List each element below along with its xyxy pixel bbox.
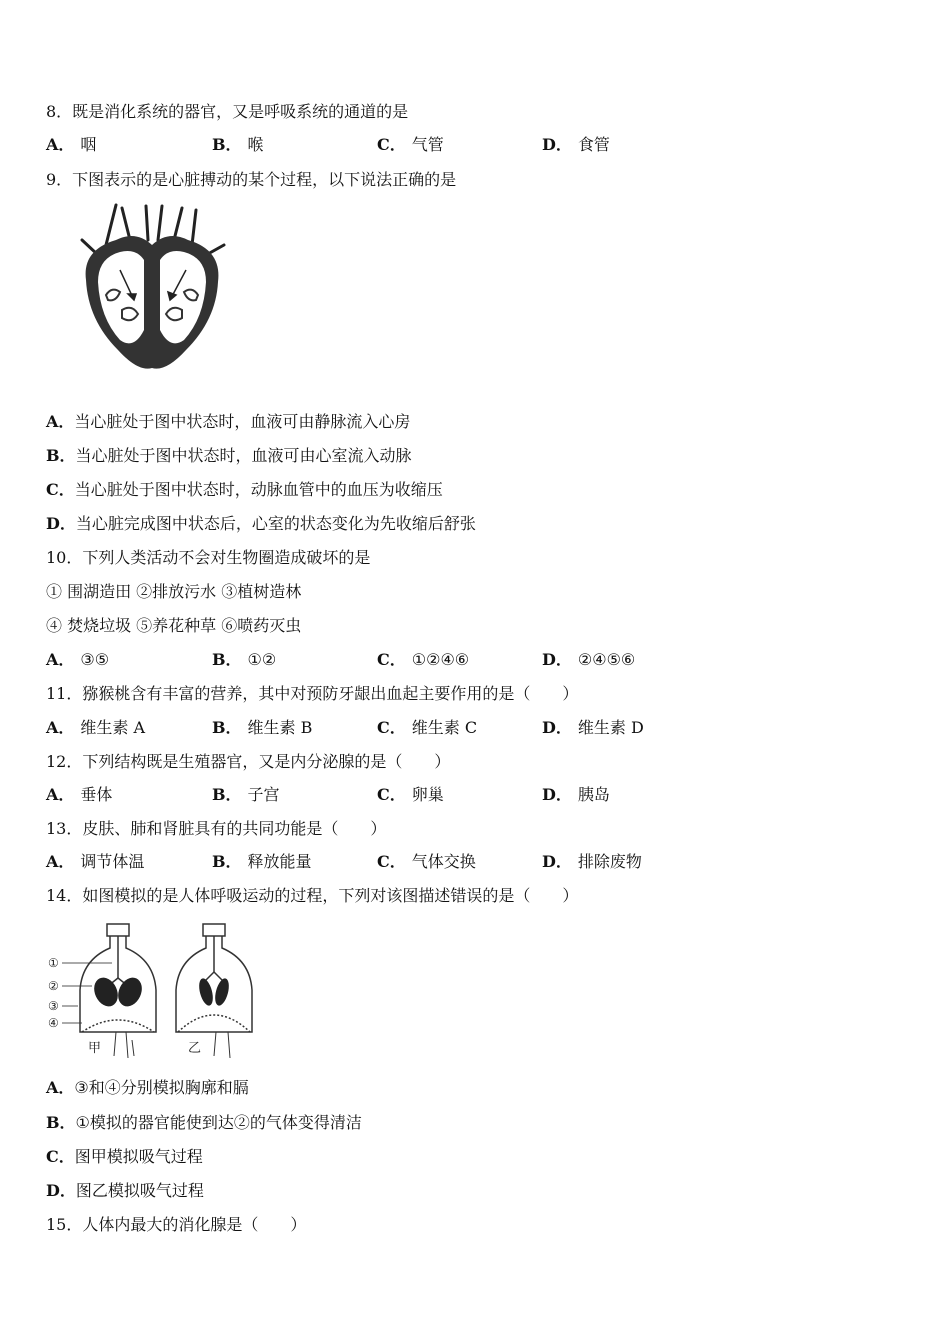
q13-option-b[interactable]: B． 释放能量 <box>212 852 312 871</box>
q13-option-a[interactable]: A． 调节体温 <box>46 852 145 871</box>
label-2: ② <box>48 979 59 993</box>
q12-option-a[interactable]: A． 垂体 <box>46 785 113 804</box>
jar-label-left: 甲 <box>88 1041 102 1056</box>
q14-option-c[interactable]: C．图甲模拟吸气过程 <box>46 1147 203 1166</box>
q11-option-c[interactable]: C． 维生素 C <box>377 718 478 737</box>
q10-list-line-2: ④ 焚烧垃圾 ⑤养花种草 ⑥喷药灭虫 <box>46 616 302 635</box>
label-4: ④ <box>48 1016 59 1030</box>
jar-left <box>80 924 156 1032</box>
q8-option-d[interactable]: D． 食管 <box>542 135 610 154</box>
q9-stem: 9．下图表示的是心脏搏动的某个过程，以下说法正确的是 <box>46 170 457 189</box>
q12-option-d[interactable]: D． 胰岛 <box>542 785 610 804</box>
label-3: ③ <box>48 999 59 1013</box>
q9-option-d[interactable]: D．当心脏完成图中状态后，心室的状态变化为先收缩后舒张 <box>46 514 476 533</box>
q8-option-a[interactable]: A． 咽 <box>46 135 97 154</box>
q10-option-d[interactable]: D． ②④⑤⑥ <box>542 650 636 669</box>
q14-option-b[interactable]: B．①模拟的器官能使到达②的气体变得清洁 <box>46 1113 362 1132</box>
q11-option-d[interactable]: D． 维生素 D <box>542 718 644 737</box>
q10-option-c[interactable]: C． ①②④⑥ <box>377 650 470 669</box>
q15-stem: 15．人体内最大的消化腺是（ ） <box>46 1215 307 1234</box>
q14-option-d[interactable]: D．图乙模拟吸气过程 <box>46 1181 204 1200</box>
q13-option-d[interactable]: D． 排除废物 <box>542 852 642 871</box>
q9-option-a[interactable]: A．当心脏处于图中状态时，血液可由静脉流入心房 <box>46 412 411 431</box>
q13-stem: 13．皮肤、肺和肾脏具有的共同功能是（ ） <box>46 819 387 838</box>
heart-diagram <box>76 200 228 374</box>
jar-right <box>176 924 252 1032</box>
q12-stem: 12．下列结构既是生殖器官，又是内分泌腺的是（ ） <box>46 752 451 771</box>
q13-option-c[interactable]: C． 气体交换 <box>377 852 476 871</box>
q12-option-c[interactable]: C． 卵巢 <box>377 785 444 804</box>
q10-list-line-1: ① 围湖造田 ②排放污水 ③植树造林 <box>46 582 302 601</box>
q9-option-b[interactable]: B．当心脏处于图中状态时，血液可由心室流入动脉 <box>46 446 412 465</box>
q14-option-a[interactable]: A．③和④分别模拟胸廓和膈 <box>46 1078 249 1097</box>
q11-option-a[interactable]: A． 维生素 A <box>46 718 146 737</box>
label-1: ① <box>48 956 59 970</box>
q8-option-c[interactable]: C． 气管 <box>377 135 444 154</box>
breathing-model-diagram <box>46 920 256 1062</box>
q11-option-b[interactable]: B． 维生素 B <box>212 718 313 737</box>
q10-option-a[interactable]: A． ③⑤ <box>46 650 110 669</box>
q9-option-c[interactable]: C．当心脏处于图中状态时，动脉血管中的血压为收缩压 <box>46 480 443 499</box>
q10-option-b[interactable]: B． ①② <box>212 650 277 669</box>
q10-stem: 10．下列人类活动不会对生物圈造成破坏的是 <box>46 548 371 567</box>
q8-option-b[interactable]: B． 喉 <box>212 135 264 154</box>
q12-option-b[interactable]: B． 子宫 <box>212 785 280 804</box>
q11-stem: 11．猕猴桃含有丰富的营养，其中对预防牙龈出血起主要作用的是（ ） <box>46 684 579 703</box>
jar-label-right: 乙 <box>188 1041 202 1056</box>
q14-stem: 14．如图模拟的是人体呼吸运动的过程，下列对该图描述错误的是（ ） <box>46 886 579 905</box>
q8-stem: 8．既是消化系统的器官，又是呼吸系统的通道的是 <box>46 102 409 121</box>
